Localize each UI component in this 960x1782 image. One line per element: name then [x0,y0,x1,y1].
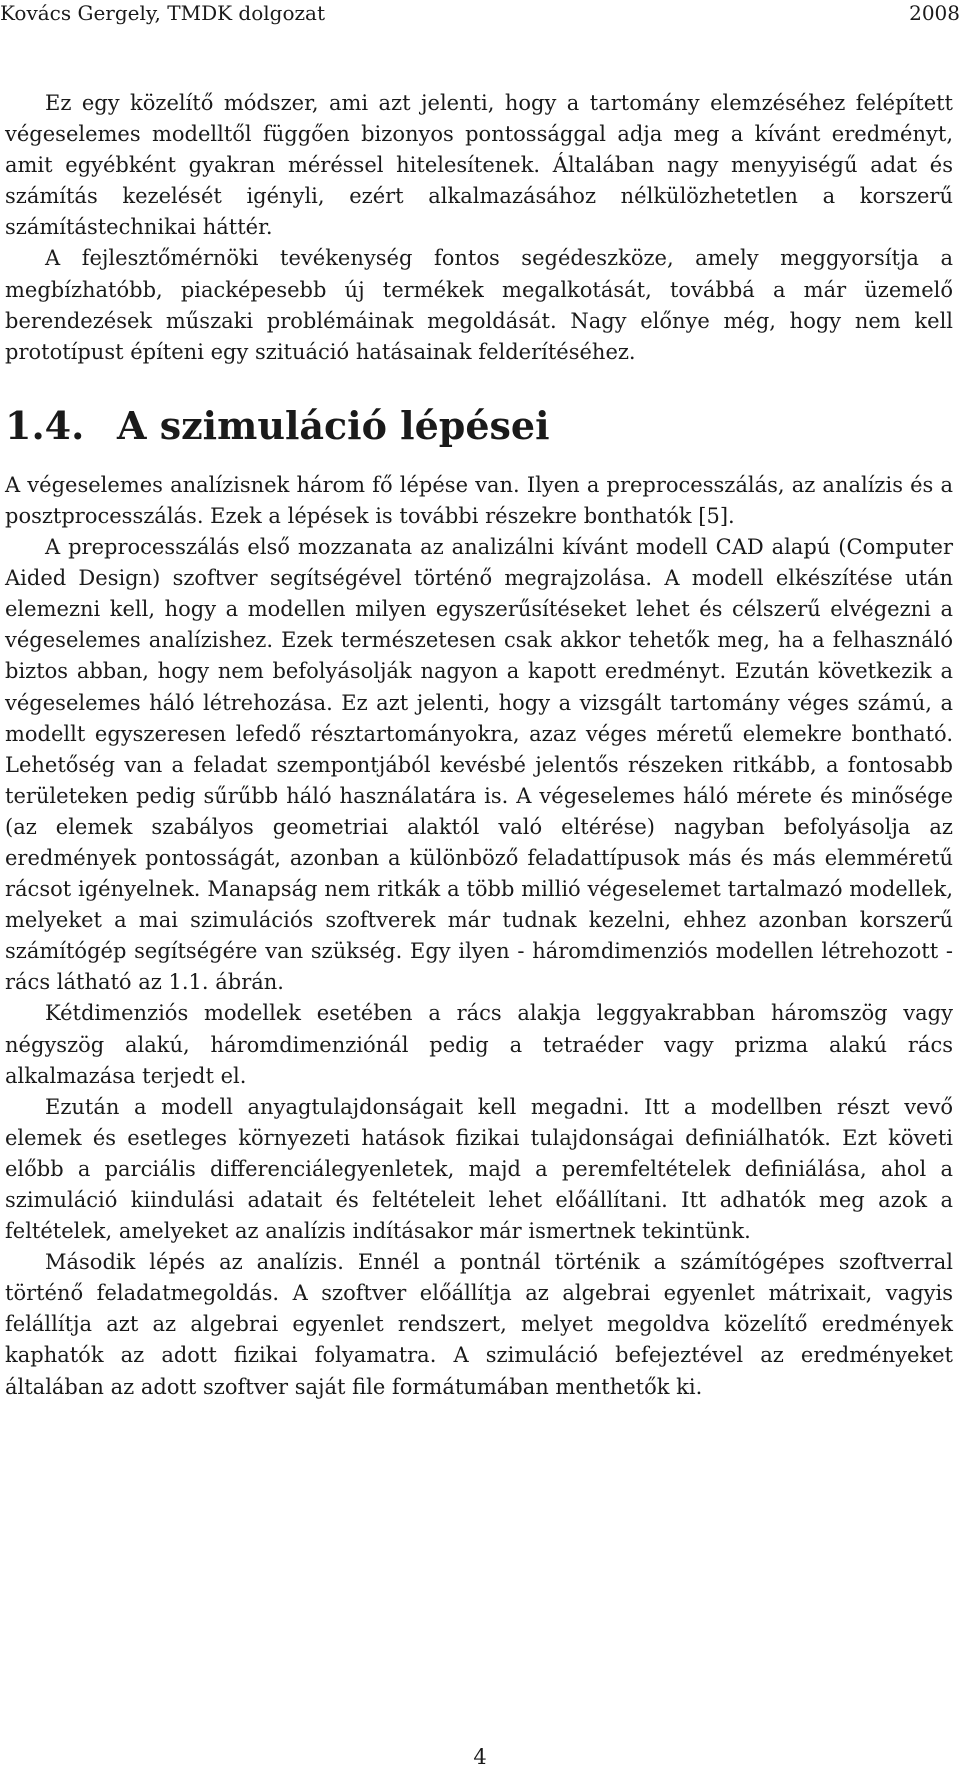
section-paragraph: A végeselemes analízisnek három fő lépése van. Ilyen a preprocesszálás, az analízis és a posztprocesszálás. Ezek a lépések is további részekre bonthatók [5]. [5,472,953,528]
section-paragraph: Kétdimenziós modellek esetében a rács alakja leggyakrabban háromszög vagy négyszög alakú, háromdimenziónál pedig a tetraéder vagy prizma alakú rács alkalmazása terjedt el. [5,1001,953,1088]
section-heading [5,404,953,448]
section-number: 1.4. [5,402,85,448]
header-author-title: Kovács Gergely, TMDK dolgozat [0,1,325,25]
section-paragraph: Második lépés az analízis. Ennél a pontnál történik a számítógépes szoftverral történő feladatmegoldás. A szoftver előállítja az algebrai egyenlet mátrixait, vagyis felállítja azt az algebrai egyenlet rendszert, melyet megoldva közelítő eredmények kaphatók az adott fizikai folyamatra. A szimuláció befejeztével az eredményeket általában az adott szoftver saját file formátumában menthetők ki. [5,1250,953,1399]
page-number: 4 [473,1745,487,1769]
running-header [0,0,960,30]
section-title: A szimuláció lépései [117,402,550,448]
section-paragraph: Ezután a modell anyagtulajdonságait kell megadni. Itt a modellben részt vevő elemek és esetleges környezeti hatások fizikai tulajdonságai definiálhatók. Ezt követi előbb a parciális differenciálegyenletek, majd a peremfeltételek definiálása, ahol a szimuláció kiindulási adatait és feltételeit lehet előállítani. Itt adhatók meg azok a feltételek, amelyeket az analízis indításakor már ismertnek tekintünk. [5,1094,953,1244]
section-paragraph: A preprocesszálás első mozzanata az analizálni kívánt modell CAD alapú (Computer Aided Design) szoftver segítségével történő megrajzolása. A modell elkészítése után elemezni kell, hogy a modellen milyen egyszerűsítéseket lehet és célszerű elvégezni a végeselemes analízishez. Ezek természetesen csak akkor tehetők meg, ha a felhasználó biztos abban, hogy nem befolyásolják nagyon a kapott eredményt. Ezután következik a végeselemes háló létrehozása. Ez azt jelenti, hogy a vizsgált tartomány véges számú, a modellt egyszeresen lefedő résztartományokra, azaz véges méretű elemekre bontható. Lehetőség van a feladat szempontjából kevésbé jelentős részeken ritkább, a fontosabb területeken pedig sűrűbb háló használatára is. A végeselemes háló mérete és minősége (az elemek szabályos geometriai alaktól való eltérése) nagyban befolyásolja az eredmények pontosságát, azonban a különböző feladattípusok más és más elemméretű rácsot igényelnek. Manapság nem ritkák a több millió végeselemet tartalmazó modellek, melyeket a mai szimulációs szoftverek már tudnak kezelni, ehhez azonban korszerű számítógép segítségére van szükség. Egy ilyen - háromdimenziós modellen létrehozott - rács látható az 1.1. ábrán. [5,535,953,995]
intro-paragraph: Ez egy közelítő módszer, ami azt jelenti, hogy a tartomány elemzéséhez felépített végeselemes modelltől függően bizonyos pontossággal adja meg a kívánt eredményt, amit egyébként gyakran méréssel hitelesítenek. Általában nagy menyyiségű adat és számítás kezelését igényli, ezért alkalmazásához nélkülözhetetlen a korszerű számítástechnikai háttér. [5,91,953,240]
intro-paragraph: A fejlesztőmérnöki tevékenység fontos segédeszköze, amely meggyorsítja a megbízhatóbb, piacképesebb új termékek megalkotását, továbbá a már üzemelő berendezések műszaki problémáinak megoldását. Nagy előnye még, hogy nem kell prototípust építeni egy szituáció hatásainak felderítéséhez. [5,246,953,364]
header-year: 2008 [909,1,960,25]
page-body [5,88,953,1403]
